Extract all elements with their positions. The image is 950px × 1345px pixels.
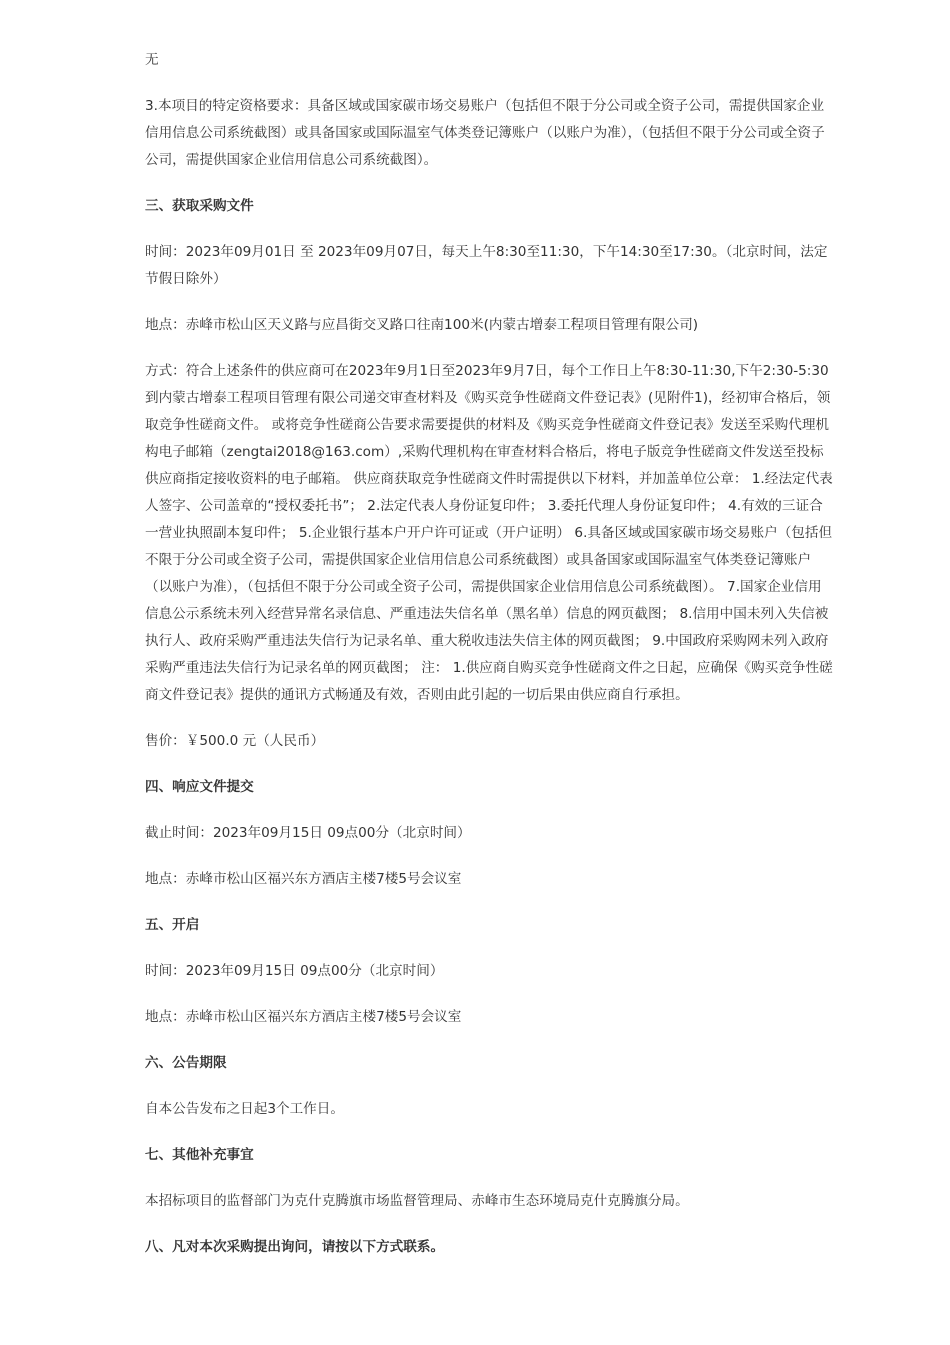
section-heading-submission: 四、响应文件提交 [145, 779, 254, 795]
paragraph-price: 售价：￥500.0 元（人民币） [145, 733, 325, 749]
paragraph-obtain-time: 时间：2023年09月01日 至 2023年09月07日，每天上午8:30至11:30，下午14:30至17:30。（北京时间，法定节假日除外） [145, 244, 828, 287]
paragraph-obtain-method: 方式：符合上述条件的供应商可在2023年9月1日至2023年9月7日，每个工作日上午8:30-11:30,下午2:30-5:30到内蒙古增泰工程项目管理有限公司递交审查材料及《购买竞争性磋商文件登记表》(见附件1)，经初审合格后，领取竞争性磋商文件。 或将竞争性磋商公告要求需要提供的材料及《购买竞争性磋商文件登记表》发送至采购代理机构电子邮箱（zengtai2018@163.com）,采购代理机构在审查材料合格后，将电子版竞争性磋商文件发送至投标供应商指定接收资料的电子邮箱。 供应商获取竞争性磋商文件时需提供以下材料，并加盖单位公章： 1.经法定代表人签字、公司盖章的“授权委托书”； 2.法定代表人身份证复印件； 3.委托代理人身份证复印件； 4.有效的三证合一营业执照副本复印件； 5.企业银行基本户开户许可证或（开户证明） 6.具备区域或国家碳市场交易账户（包括但不限于分公司或全资子公司，需提供国家企业信用信息公司系统截图）或具备国家或国际温室气体类登记簿账户（以账户为准），（包括但不限于分公司或全资子公司，需提供国家企业信用信息公司系统截图）。 7.国家企业信用信息公示系统未列入经营异常名录信息、严重违法失信名单（黑名单）信息的网页截图； 8.信用中国未列入失信被执行人、政府采购严重违法失信行为记录名单、重大税收违法失信主体的网页截图； 9.中国政府采购网未列入政府采购严重违法失信行为记录名单的网页截图； 注： 1.供应商自购买竞争性磋商文件之日起，应确保《购买竞争性磋商文件登记表》提供的通讯方式畅通及有效，否则由此引起的一切后果由供应商自行承担。 [145, 363, 833, 703]
paragraph-obtain-location: 地点：赤峰市松山区天义路与应昌街交叉路口往南100米(内蒙古增泰工程项目管理有限公司) [145, 317, 699, 333]
paragraph-submission-location: 地点：赤峰市松山区福兴东方酒店主楼7楼5号会议室 [145, 871, 462, 887]
announcement-body [145, 47, 835, 1261]
section-heading-other-matters: 七、其他补充事宜 [145, 1147, 254, 1163]
paragraph-notice-period: 自本公告发布之日起3个工作日。 [145, 1101, 344, 1117]
paragraph-supervision: 本招标项目的监督部门为克什克腾旗市场监督管理局、赤峰市生态环境局克什克腾旗分局。 [145, 1193, 689, 1209]
paragraph-deadline: 截止时间：2023年09月15日 09点00分（北京时间） [145, 825, 471, 841]
section-heading-contact: 八、凡对本次采购提出询问，请按以下方式联系。 [145, 1239, 445, 1255]
paragraph-opening-time: 时间：2023年09月15日 09点00分（北京时间） [145, 963, 444, 979]
paragraph-special-qualification: 3.本项目的特定资格要求：具备区域或国家碳市场交易账户（包括但不限于分公司或全资子公司，需提供国家企业信用信息公司系统截图）或具备国家或国际温室气体类登记簿账户（以账户为准），（包括但不限于分公司或全资子公司，需提供国家企业信用信息公司系统截图）。 [145, 98, 825, 168]
section-heading-obtain-documents: 三、获取采购文件 [145, 198, 254, 214]
section-heading-notice-period: 六、公告期限 [145, 1055, 227, 1071]
paragraph-none: 无 [145, 52, 159, 68]
paragraph-opening-location: 地点：赤峰市松山区福兴东方酒店主楼7楼5号会议室 [145, 1009, 462, 1025]
section-heading-opening: 五、开启 [145, 917, 200, 933]
